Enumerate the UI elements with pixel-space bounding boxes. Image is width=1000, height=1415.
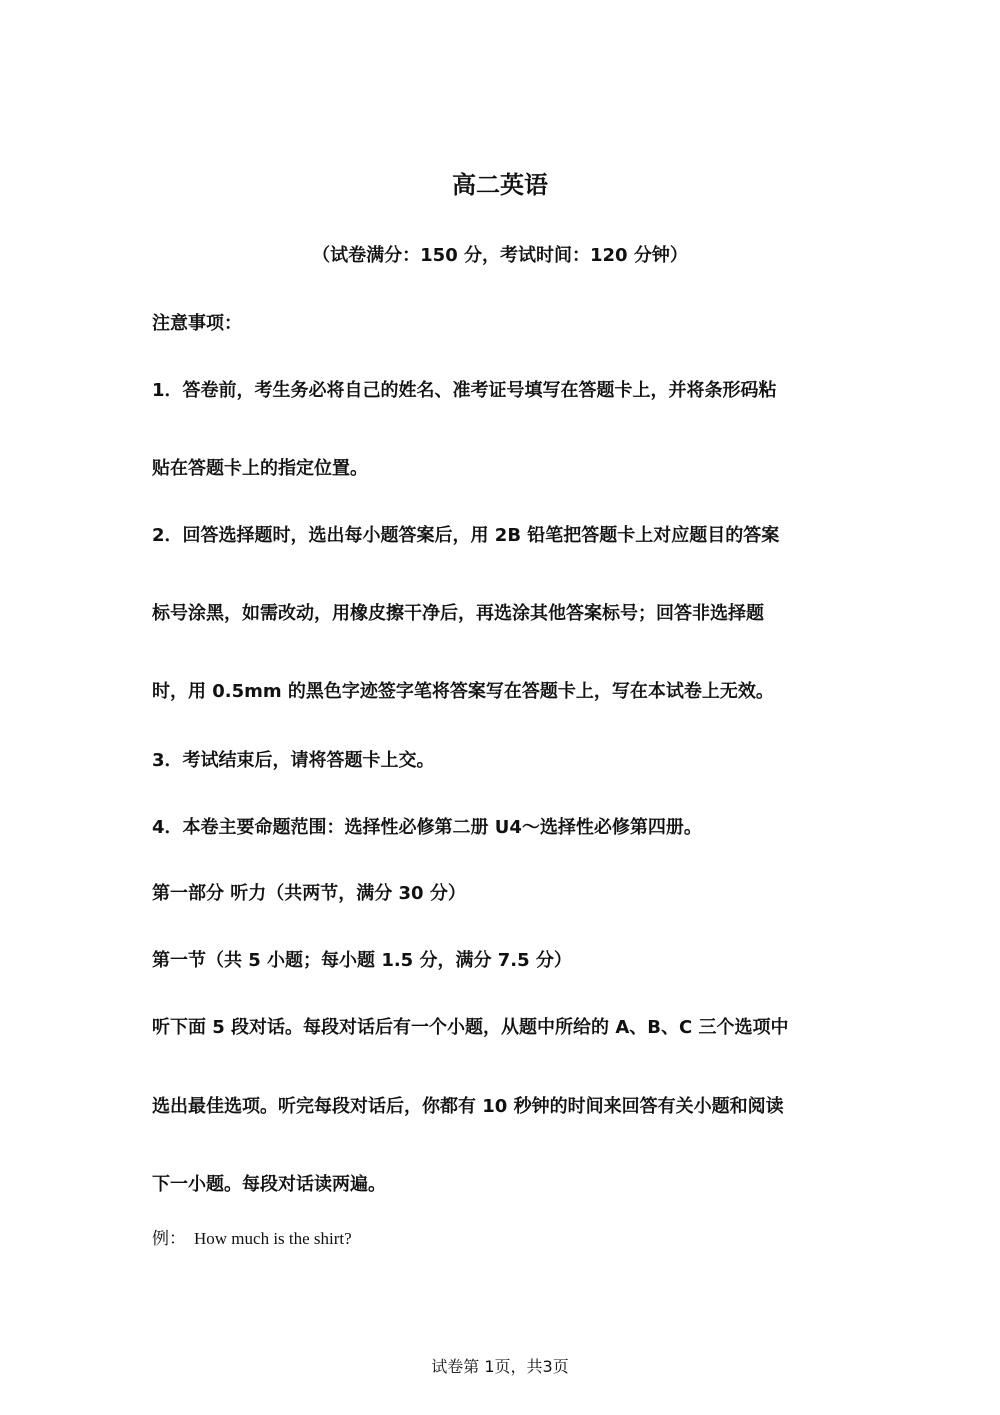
notice-line: 3．考试结束后，请将答题卡上交。	[152, 750, 435, 771]
notice-line: 时，用 0.5mm 的黑色字迹签字笔将答案写在答题卡上，写在本试卷上无效。	[152, 681, 774, 702]
instruction-line: 听下面 5 段对话。每段对话后有一个小题，从题中所给的 A、B、C 三个选项中	[152, 1017, 789, 1038]
example-question: How much is the shirt?	[194, 1229, 352, 1248]
page-footer: 试卷第 1页，共3页	[431, 1357, 569, 1376]
notice-heading: 注意事项：	[152, 313, 242, 334]
subsection-heading: 第一节（共 5 小题；每小题 1.5 分，满分 7.5 分）	[152, 950, 572, 971]
exam-info: （试卷满分：150 分，考试时间：120 分钟）	[312, 245, 688, 266]
notice-line: 2．回答选择题时，选出每小题答案后，用 2B 铅笔把答题卡上对应题目的答案	[152, 525, 780, 546]
instruction-line: 选出最佳选项。听完每段对话后，你都有 10 秒钟的时间来回答有关小题和阅读	[152, 1096, 784, 1117]
notice-line: 标号涂黑，如需改动，用橡皮擦干净后，再选涂其他答案标号；回答非选择题	[152, 603, 764, 624]
notice-line: 1．答卷前，考生务必将自己的姓名、准考证号填写在答题卡上，并将条形码粘	[152, 380, 777, 401]
example-label: 例：	[152, 1229, 186, 1249]
notice-line: 贴在答题卡上的指定位置。	[152, 458, 368, 479]
instruction-line: 下一小题。每段对话读两遍。	[152, 1174, 386, 1195]
notice-line: 4．本卷主要命题范围：选择性必修第二册 U4～选择性必修第四册。	[152, 817, 702, 838]
section-heading: 第一部分 听力（共两节，满分 30 分）	[152, 883, 466, 904]
page-title: 高二英语	[452, 171, 548, 199]
example	[152, 1227, 352, 1251]
